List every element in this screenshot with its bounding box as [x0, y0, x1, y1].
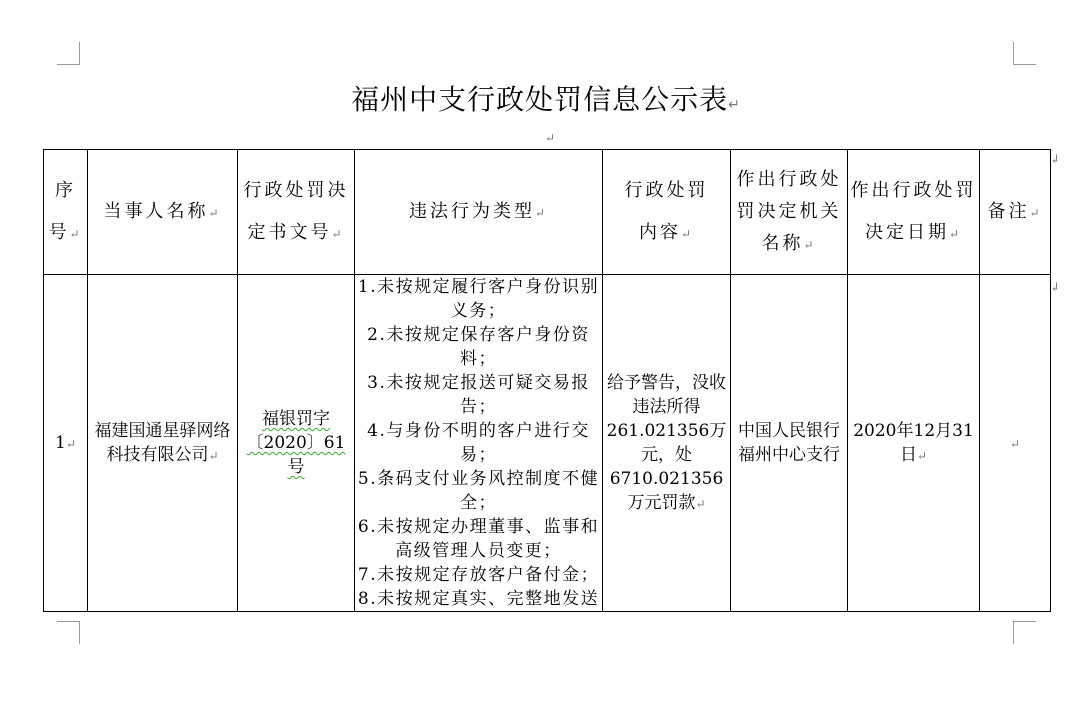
cell-seq[interactable]: 1↵ — [44, 275, 88, 612]
header-date[interactable]: 作出行政处罚决定日期↵ — [848, 150, 980, 275]
violation-item: 7.未按规定存放客户备付金； — [357, 565, 600, 585]
header-seq[interactable]: 序号↵ — [44, 150, 88, 275]
cell-date[interactable]: 2020年12月31日↵ — [848, 275, 980, 612]
row-end-mark-icon: ↲ — [1050, 152, 1061, 166]
violation-item: 5.条码支付业务风控制度不健全； — [357, 469, 600, 513]
document-title-text: 福州中支行政处罚信息公示表 — [351, 83, 729, 116]
page-corner-mark-top-right — [1013, 42, 1036, 65]
header-authority[interactable]: 作出行政处罚决定机关名称↵ — [731, 150, 848, 275]
page-corner-mark-bottom-right — [1013, 621, 1036, 644]
document-title[interactable] — [0, 78, 1092, 118]
page-corner-mark-bottom-left — [57, 621, 80, 644]
violation-item: 6.未按规定办理董事、监事和高级管理人员变更； — [357, 517, 600, 561]
cell-doc-no[interactable]: 福银罚字〔2020〕61号 — [238, 275, 355, 612]
violation-item: 1.未按规定履行客户身份识别义务； — [357, 277, 600, 321]
header-doc-no[interactable]: 行政处罚决定书文号↵ — [238, 150, 355, 275]
header-violation[interactable]: 违法行为类型↵ — [355, 150, 603, 275]
row-end-mark-icon: ↲ — [1050, 280, 1061, 294]
paragraph-mark-icon: ↵ — [545, 131, 556, 145]
page-corner-mark-top-left — [57, 42, 80, 65]
header-party[interactable]: 当事人名称↵ — [88, 150, 238, 275]
cell-content[interactable]: 给予警告，没收违法所得261.021356万元，处6710.021356万元罚款↵ — [603, 275, 731, 612]
table-row — [44, 275, 1051, 612]
violation-item: 3.未按规定报送可疑交易报告； — [367, 373, 590, 417]
paragraph-mark-icon: ↵ — [728, 97, 741, 113]
penalty-table — [43, 149, 1051, 612]
cell-note[interactable]: ↵ — [980, 275, 1051, 612]
header-note[interactable]: 备注↵ — [980, 150, 1051, 275]
violation-list — [357, 275, 600, 611]
violation-item: 4.与身份不明的客户进行交易； — [367, 421, 590, 465]
cell-violations[interactable] — [355, 275, 603, 612]
violation-item: 2.未按规定保存客户身份资料； — [367, 325, 590, 369]
cell-party[interactable]: 福建国通星驿网络科技有限公司↵ — [88, 275, 238, 612]
table-header-row — [44, 150, 1051, 275]
cell-authority[interactable]: 中国人民银行福州中心支行 — [731, 275, 848, 612]
violation-item: 8.未按规定真实、完整地发送 — [357, 589, 600, 609]
header-content[interactable]: 行政处罚内容↵ — [603, 150, 731, 275]
